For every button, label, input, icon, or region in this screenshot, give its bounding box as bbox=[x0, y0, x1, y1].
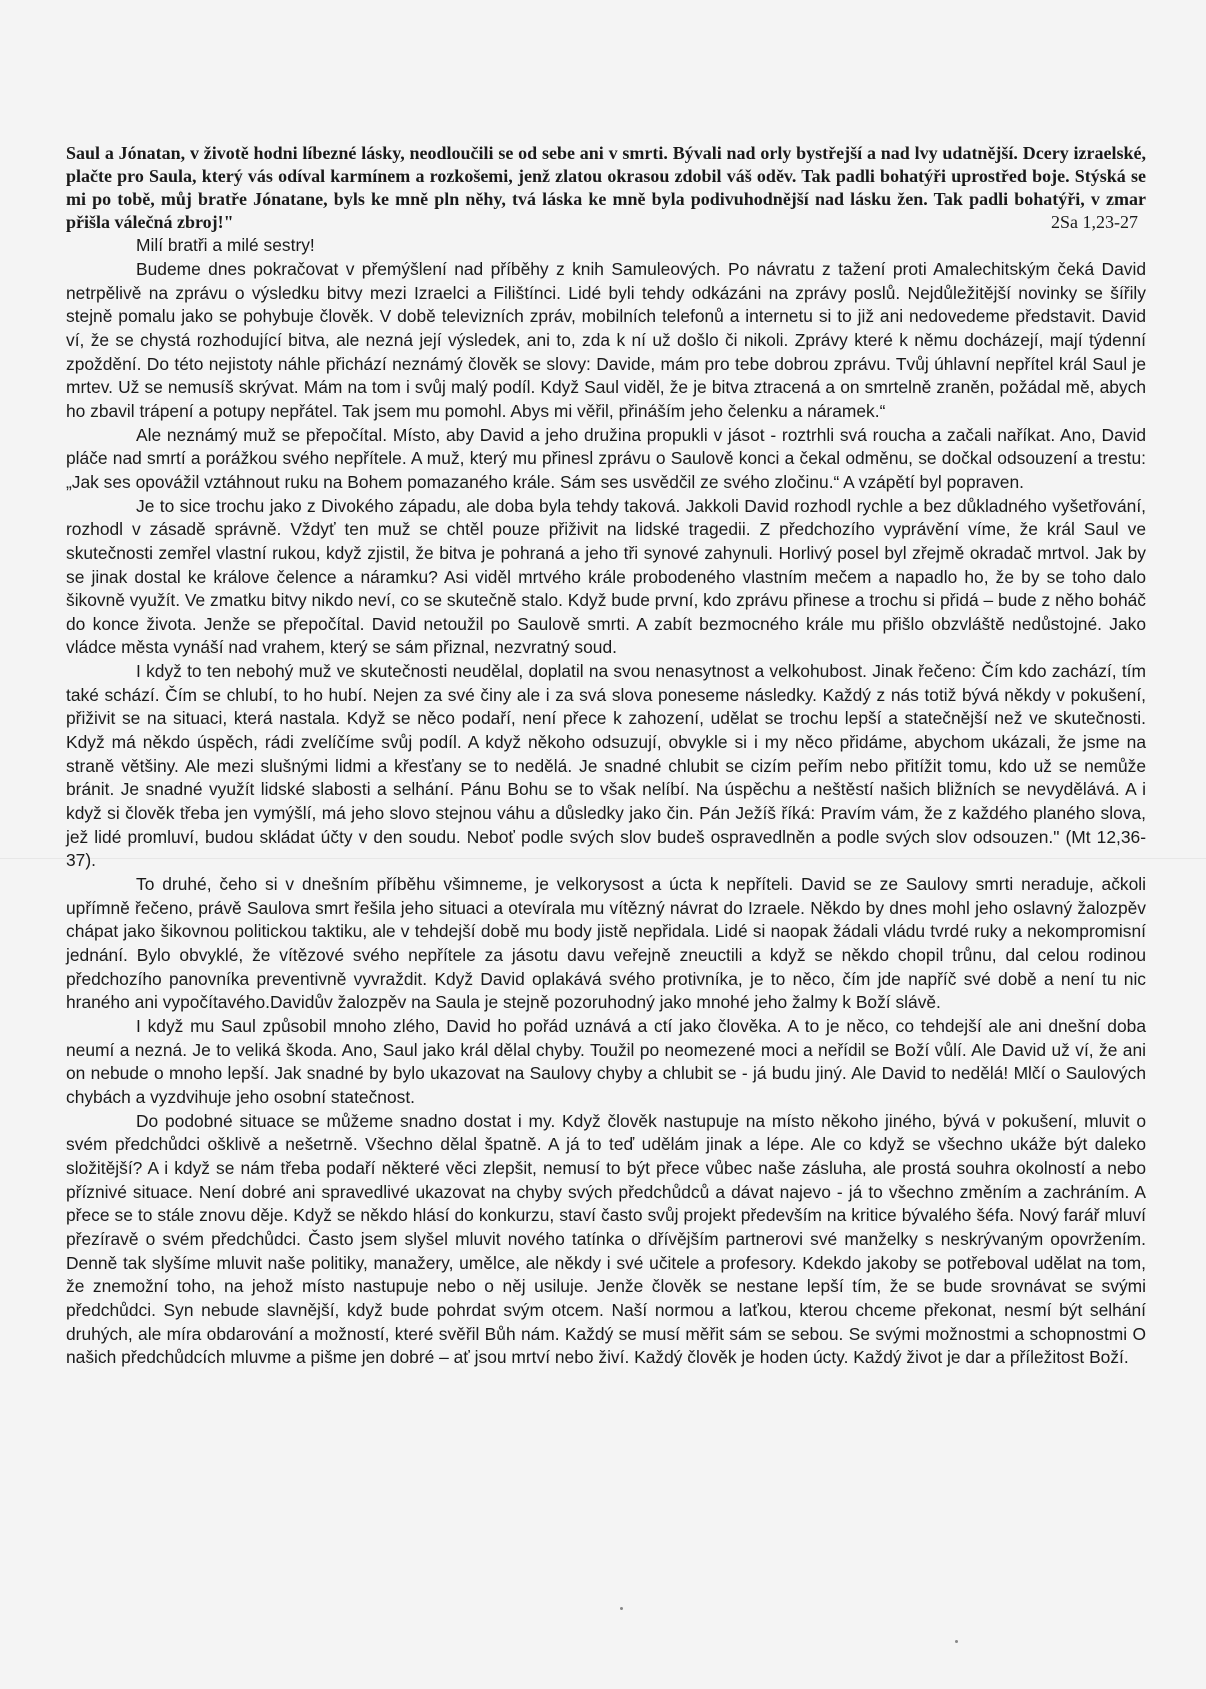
bible-reference: 2Sa 1,23-27 bbox=[1051, 212, 1138, 233]
salutation: Milí bratři a milé sestry! bbox=[136, 235, 315, 256]
paper-speck bbox=[620, 1607, 623, 1610]
paragraph-3: Je to sice trochu jako z Divokého západu, ale doba byla tehdy taková. Jakkoli David rozhodl rychle a bez důkladného vyšetřování, rozhodl v zásadě správně. Vždyť ten muž se chtěl pouze přiživit na lidské tragedii. Z předchozího vyprávění víme, že král Saul ve skutečnosti zemřel vlastní rukou, když zjistil, že bitva je pohraná a jeho tři synové zahynuli. Horlivý posel byl zřejmě okradač mrtvol. Jak by se jinak dostal ke králove čelence a náramku? Asi viděl mrtvého krále probodeného vlastním mečem a napadlo ho, že by se toho dalo šikovně využít. Ve zmatku bitvy nikdo neví, co se skutečně stalo. Když bude první, kdo zprávu přinese a trochu si přidá – bude z něho boháč do konce života. Jenže se přepočítal. David netoužil po Saulově smrti. A zabít bezmocného krále mu přišlo obzvláště nedůstojné. Jako vládce města vynáší nad vrahem, který se sám přiznal, nezvratný soud. bbox=[66, 495, 1146, 658]
paragraph-6: I když mu Saul způsobil mnoho zlého, David ho pořád uznává a ctí jako člověka. A to je něco, co tehdejší ale ani dnešní doba neumí a nezná. Je to veliká škoda. Ano, Saul jako král dělal chyby. Toužil po neomezené moci a neřídil se Boží vůlí. Ale David už ví, že ani on nebude o mnoho lepší. Jak snadné by bylo ukazovat na Saulovy chyby a chlubit se - já budu jiný. Ale David to nedělá! Mlčí o Saulových chybách a vyzdvihuje jeho osobní statečnost. bbox=[66, 1015, 1146, 1107]
paper-speck bbox=[955, 1640, 958, 1643]
paragraph-7: Do podobné situace se můžeme snadno dostat i my. Když člověk nastupuje na místo někoho jiného, bývá v pokušení, mluvit o svém předchůdci ošklivě a nešetrně. Všechno dělal špatně. A já to teď udělám jinak a lépe. Ale co když se všechno ukáže být daleko složitější? A i když se nám třeba podaří některé věci zlepšit, nemusí to být přece vůbec naše zásluha, ale prostá souhra okolností a nebo příznivé situace. Není dobré ani spravedlivé ukazovat na chyby svých předchůdců a dávat najevo - já to všechno změním a zachráním. A přece se to stále znovu děje. Když se někdo hlásí do konkurzu, staví často svůj projekt především na kritice bývalého šéfa. Nový farář mluví přezíravě o svém předchůdci. Často jsem slyšel mluvit nového tatínka o dřívějším partnerovi své manželky s neskrývaným opovržením. Denně tak slyšíme mluvit naše politiky, manažery, umělce, ale někdy i své učitele a profesory. Kdekdo jakoby se potřeboval udělat na tom, že znemožní toho, na jehož místo nastupuje nebo o něj usiluje. Jenže člověk se nestane lepší tím, že se bude srovnávat se svými předchůdci. Syn nebude slavnější, když bude pohrdat svým otcem. Naší normou a laťkou, kterou chceme překonat, nesmí být selhání druhých, ale míra obdarování a možností, které svěřil Bůh nám. Každý se musí měřit sám se sebou. Se svými možnostmi a schopnostmi O našich předchůdcích mluvme a pišme jen dobré – ať jsou mrtví nebo živí. Každý člověk je hoden úcty. Každý život je dar a příležitost Boží. bbox=[66, 1110, 1146, 1368]
bible-quote-text: Saul a Jónatan, v životě hodni líbezné lásky, neodloučili se od sebe ani v smrti. Bývali nad orly bystřejší a nad lvy udatnější. Dcery izraelské, plačte pro Saula, který vás odíval karmínem a rozkošemi, jenž zlatou okrasou zdobil váš oděv. Tak padli bohatýři uprostřed boje. Stýská se mi po tobě, můj bratře Jónatane, byls ke mně pln něhy, tvá láska ke mně byla podivuhodnější nad lásku žen. Tak padli bohatýři, v zmar přišla válečná zbroj!" bbox=[66, 143, 1146, 233]
paragraph-1: Budeme dnes pokračovat v přemýšlení nad příběhy z knih Samuleových. Po návratu z tažení proti Amalechitským čeká David netrpělivě na zprávu o výsledku bitvy mezi Izraelci a Filištínci. Lidé byli tehdy odkázáni na zprávy poslů. Nejdůležitější novinky se šířily stejně pomalu jako se pohybuje člověk. V době televizních zpráv, mobilních telefonů a internetu si to již ani nedovedeme představit. David ví, že se chystá rozhodující bitva, ale nezná její výsledek, ani to, zda k ní už došlo či nikoli. Zprávy které k němu docházejí, mají týdenní zpoždění. Do této nejistoty náhle přichází neznámý člověk se slovy: Davide, mám pro tebe dobrou zprávu. Tvůj úhlavní nepřítel král Saul je mrtev. Už se nemusíš skrývat. Mám na tom i svůj malý podíl. Když Saul viděl, že je bitva ztracená a on smrtelně zraněn, požádal mě, abych ho zbavil trápení a potupy nepřátel. Tak jsem mu pomohl. Abys mi věřil, přináším jeho čelenku a náramek.“ bbox=[66, 258, 1146, 421]
paragraph-2: Ale neznámý muž se přepočítal. Místo, aby David a jeho družina propukli v jásot - roztrhli svá roucha a začali naříkat. Ano, David pláče nad smrtí a porážkou svého nepřítele. A muž, který mu přinesl zprávu o Saulově konci a čekal odměnu, se dočkal odsouzení a trestu: „Jak ses opovážil vztáhnout ruku na Bohem pomazaného krále. Sám ses usvědčil ze svého zločinu.“ A vzápětí byl popraven. bbox=[66, 424, 1146, 492]
paragraph-5: To druhé, čeho si v dnešním příběhu všimneme, je velkorysost a úcta k nepříteli. David se ze Saulovy smrti neraduje, ačkoli upřímně řečeno, právě Saulova smrt řešila jeho situaci a otevírala mu vítězný návrat do Izraele. Někdo by dnes mohl jeho oslavný žalozpěv chápat jako šikovnou politickou taktiku, ale v tehdejší době mu body jistě nepřidala. Lidé si naopak žádali vládu tvrdé ruky a nekompromisní jednání. Bylo obvyklé, že vítězové svého nepřítele za jásotu davu veřejně zneuctili a když se někdo chopil trůnu, dal celou rodinou předchozího panovníka preventivně vyvraždit. Když David oplakává svého protivníka, je to něco, čím jde napříč své době a není tu nic hraného ani vypočítavého.Davidův žalozpěv na Saula je stejně pozoruhodný jako mnohé jeho žalmy k Boží slávě. bbox=[66, 874, 1146, 1013]
sermon-page bbox=[66, 142, 1146, 1370]
bible-quote bbox=[66, 142, 1146, 234]
paragraph-4: I když to ten nebohý muž ve skutečnosti neudělal, doplatil na svou nenasytnost a velkohubost. Jinak řečeno: Čím kdo zachází, tím také schází. Čím se chlubí, to ho hubí. Nejen za své činy ale i za svá slova poneseme následky. Každý z nás totiž bývá někdy v pokušení, přiživit se na situaci, která nastala. Když se něco podaří, není přece k zahození, udělat se trochu lepší a statečnější než ve skutečnosti. Když má někdo úspěch, rádi zvelíčíme svůj podíl. A když někoho odsuzují, obvykle si i my něco přidáme, abychom ukázali, že jsme na straně většiny. Ale mezi slušnými lidmi a křesťany se to nedělá. Je snadné chlubit se cizím peřím nebo přitížit tomu, kdo už se nemůže bránit. Je snadné využít lidské slabosti a selhání. Pánu Bohu se to však nelíbí. Na úspěchu a neštěstí našich bližních se nevydělává. A i když si člověk třeba jen vymýšlí, má jeho slovo stejnou váhu a důsledky jako čin. Pán Ježíš říká: Pravím vám, že z každého planého slova, jež lidé promluví, budou skládat účty v den soudu. Neboť podle svých slov budeš ospravedlněn a podle svých slov odsouzen." (Mt 12,36-37). bbox=[66, 661, 1146, 871]
